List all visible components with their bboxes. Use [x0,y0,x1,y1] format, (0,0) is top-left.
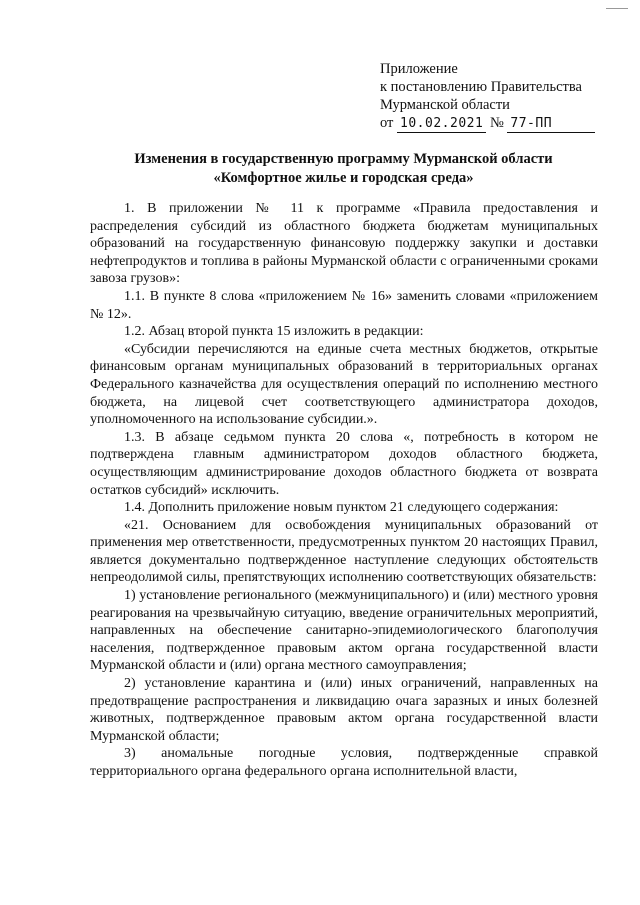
handwritten-date: 10.02.2021 [397,116,486,133]
attachment-label: Приложение [380,61,458,77]
paragraph-item-2: 2) установление карантина и (или) иных ограничений, направленных на предотвращение распространения и ликвидацию очага заразных и иных болезней животных, подтвержденное правовым актом органа государственной власти Мурманской области; [90,676,598,744]
paragraph-1-2: 1.2. Абзац второй пункта 15 изложить в редакции: [124,324,424,340]
paragraph-subsidies: «Субсидии перечисляются на единые счета местных бюджетов, открытые финансовым органам муниципальных образований в территориальных органах Федерального казначейства для осуществления операций по исполнению местного бюджета, на лицевой счет соответствующего администратора доходов, уполномоченного на использование субсидии.». [90,341,598,428]
title-line-1: Изменения в государственную программу Мурманской области [134,151,553,167]
title-line-2: «Комфортное жилье и городская среда» [213,169,474,186]
attachment-date-line [380,114,630,133]
date-prefix: от [380,115,394,131]
paragraph-item-1: 1) установление регионального (межмуниципального) и (или) местного уровня реагирования на чрезвычайную ситуацию, введение ограничительных мероприятий, направленных на обеспечение санитарно-эпидемиологического благополучия населения, подтвержденное правовым актом органа государственной власти Мурманской области и (или) органа местного самоуправления; [90,588,598,674]
paragraph-21: «21. Основанием для освобождения муниципальных образований от применения мер ответственности, предусмотренных пунктом 20 настоящих Правил, является документально подтвержденное наступление следующих обстоятельств непреодолимой силы, препятствующих исполнению соответствующих обязательств: [90,517,598,586]
paragraph-1-1: 1.1. В пункте 8 слова «приложением № 16» заменить словами «приложением № 12». [90,288,598,322]
paragraph-1-3: 1.3. В абзаце седьмом пункта 20 слова «, потребность в котором не подтверждена главным администратором доходов областного бюджета, осуществляющим администрирование доходов областного бюджета от возврата остатков субсидий» исключить. [90,429,598,498]
attachment-block [380,60,630,133]
attachment-resolution: к постановлению Правительства [380,79,582,95]
number-prefix: № [489,115,504,131]
document-body [90,200,598,781]
document-title [72,150,615,187]
scan-mark [606,8,628,9]
paragraph-1: 1. В приложении № 11 к программе «Правила предоставления и распределения субсидий из областного бюджета бюджетам муниципальных образований на государственную финансовую поддержку закупки и доставки нефтепродуктов и топлива в районы Мурманской области с ограниченными сроками завоза грузов»: [90,201,598,287]
paragraph-item-3: 3) аномальные погодные условия, подтвержденные справкой территориального органа федерального органа исполнительной власти, [90,746,598,779]
paragraph-1-4: 1.4. Дополнить приложение новым пунктом 21 следующего содержания: [124,500,559,516]
handwritten-number: 77-ПП [507,116,595,133]
attachment-region: Мурманской области [380,97,510,113]
